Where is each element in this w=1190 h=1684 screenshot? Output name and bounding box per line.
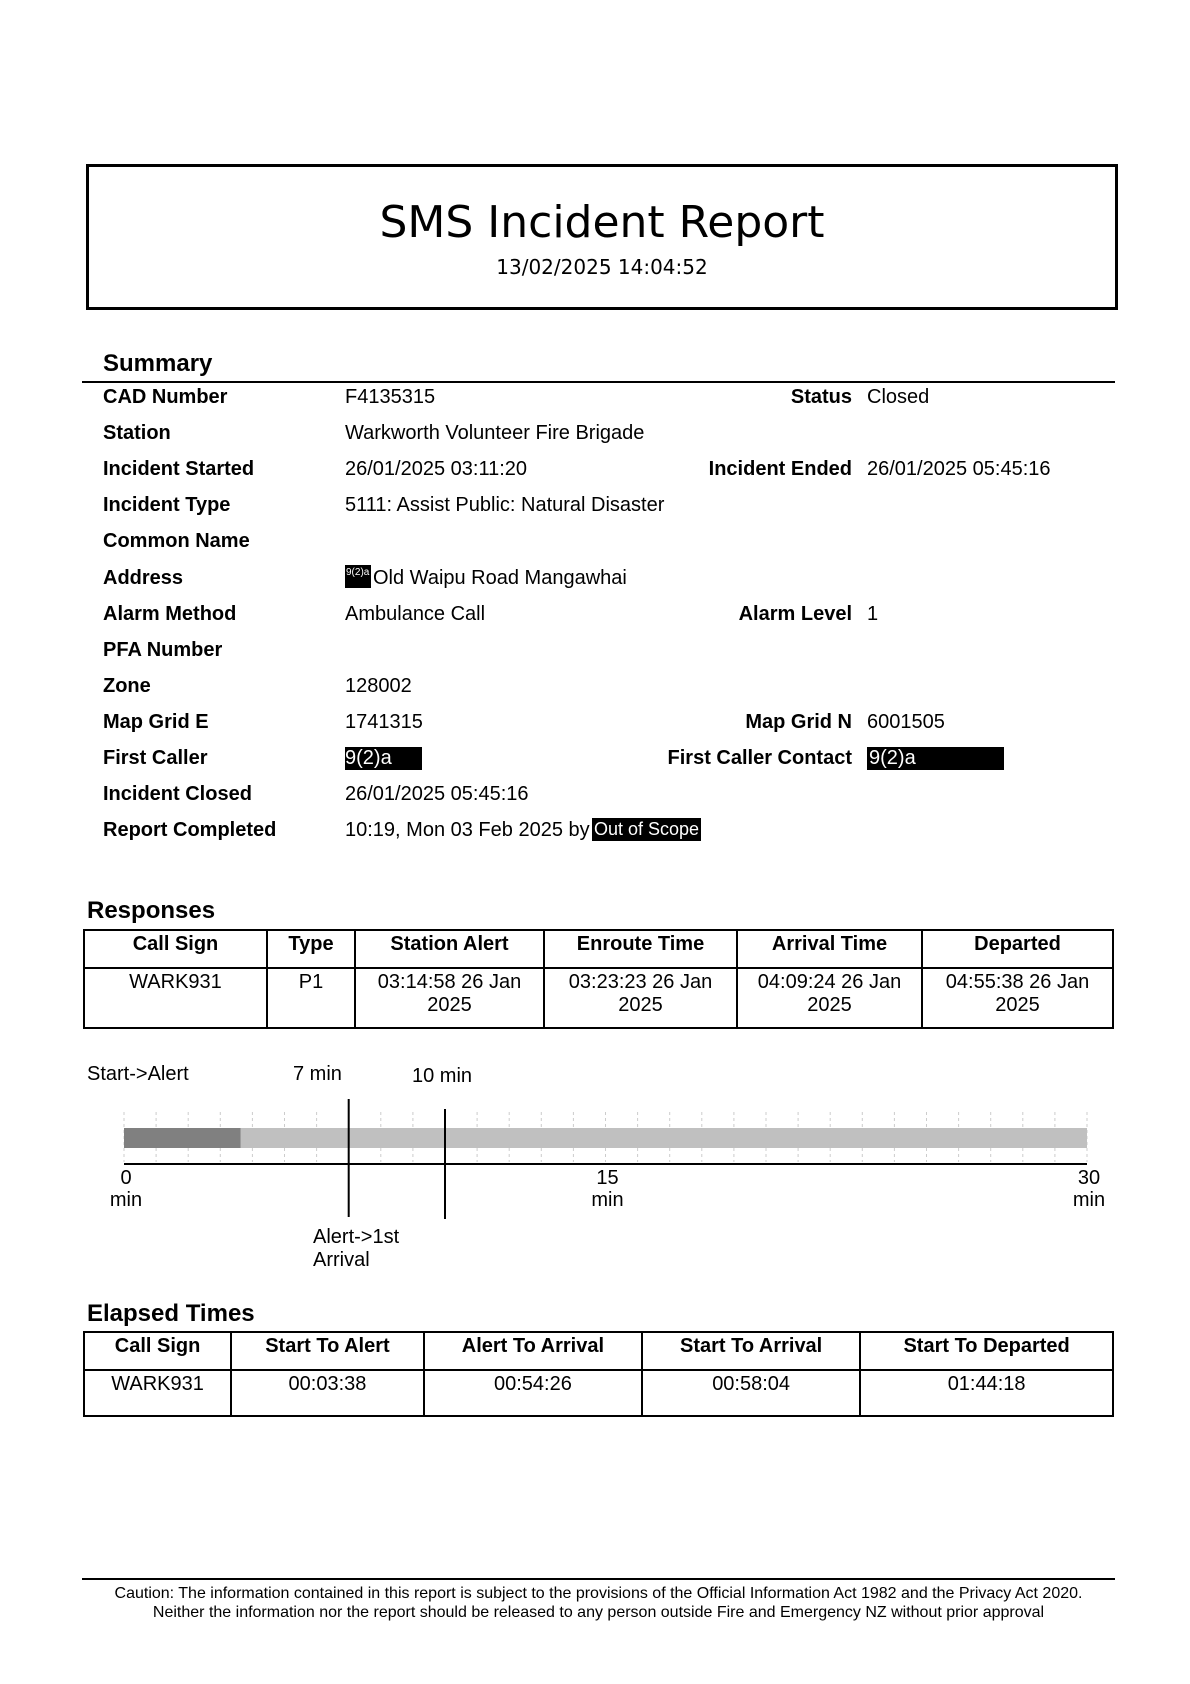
table-cell: 03:23:23 26 Jan 2025 — [544, 968, 737, 1028]
report-title: SMS Incident Report — [379, 197, 825, 248]
responses-heading: Responses — [87, 897, 216, 924]
summary-value: 26/01/2025 05:45:16 — [867, 458, 1051, 481]
table-row — [84, 1370, 1113, 1416]
summary-value: 5111: Assist Public: Natural Disaster — [345, 494, 665, 517]
summary-label: Alarm Level — [738, 602, 852, 625]
title-box — [86, 164, 1118, 310]
summary-label: Map Grid N — [745, 710, 852, 733]
summary-label: First Caller — [103, 747, 208, 769]
table-cell: WARK931 — [84, 968, 267, 1028]
table-cell: WARK931 — [84, 1370, 231, 1416]
summary-value: 26/01/2025 03:11:20 — [345, 458, 528, 481]
summary-label: Incident Closed — [103, 783, 252, 806]
table-cell: 00:54:26 — [424, 1370, 642, 1416]
table-cell: P1 — [267, 968, 355, 1028]
column-header: Station Alert — [355, 930, 544, 968]
summary-label: Incident Ended — [708, 458, 852, 481]
summary-label: Incident Started — [103, 458, 255, 481]
summary-value: 1 — [867, 602, 879, 625]
summary-value: 26/01/2025 05:45:16 — [345, 783, 529, 806]
summary-value: 10:19, Mon 03 Feb 2025 by — [345, 819, 590, 842]
table-cell: 04:55:38 26 Jan 2025 — [922, 968, 1113, 1028]
tick-unit: min — [591, 1189, 624, 1211]
column-header: Start To Alert — [231, 1332, 424, 1370]
tick-value: 0 — [120, 1167, 132, 1189]
table-cell: 04:09:24 26 Jan 2025 — [737, 968, 922, 1028]
start-to-alert-bar — [124, 1128, 241, 1148]
tick-value: 15 — [596, 1167, 619, 1189]
summary-label: First Caller Contact — [667, 747, 852, 769]
footer-line2: Neither the information nor the report should be released to any person outside Fire and Emergency NZ without prior approval — [152, 1604, 1045, 1621]
summary-heading: Summary — [103, 350, 213, 377]
table-row — [84, 968, 1113, 1028]
summary-value: 6001505 — [867, 710, 945, 733]
elapsed-heading: Elapsed Times — [87, 1300, 255, 1327]
summary-value: 128002 — [345, 674, 412, 697]
column-header: Call Sign — [84, 930, 267, 968]
summary-label: PFA Number — [103, 638, 223, 661]
column-header: Arrival Time — [737, 930, 922, 968]
summary-value: Closed — [867, 386, 930, 408]
column-header: Alert To Arrival — [424, 1332, 642, 1370]
summary-label: Report Completed — [103, 819, 277, 842]
divider — [82, 381, 1115, 383]
report-date: 13/02/2025 14:04:52 — [496, 255, 708, 279]
column-header: Start To Departed — [860, 1332, 1113, 1370]
summary-label: Map Grid E — [103, 710, 209, 733]
table-cell: 00:58:04 — [642, 1370, 860, 1416]
tick-label — [104, 1167, 148, 1211]
summary-value: Ambulance Call — [345, 602, 486, 625]
column-header: Call Sign — [84, 1332, 231, 1370]
summary-value: Warkworth Volunteer Fire Brigade — [345, 422, 645, 445]
marker-10-label: 10 min — [412, 1065, 473, 1087]
summary-value: F4135315 — [345, 386, 436, 408]
label-line2: Arrival — [313, 1249, 370, 1271]
label-line1: Alert->1st — [313, 1226, 400, 1248]
table-cell: 00:03:38 — [231, 1370, 424, 1416]
elapsed-table — [83, 1331, 1114, 1417]
responses-table — [83, 929, 1114, 1029]
table-cell: 01:44:18 — [860, 1370, 1113, 1416]
redaction: 9(2)a — [345, 565, 371, 588]
summary-value: 1741315 — [345, 710, 423, 733]
marker-7-label: 7 min — [293, 1063, 342, 1085]
tick-unit: min — [109, 1189, 143, 1211]
tick-unit: min — [1072, 1189, 1106, 1211]
tick-value: 30 — [1077, 1167, 1101, 1189]
column-header: Departed — [922, 930, 1113, 968]
summary-label: Zone — [103, 674, 151, 697]
tick-label — [586, 1167, 630, 1211]
summary-label: Status — [790, 386, 852, 408]
footer-line1: Caution: The information contained in this report is subject to the provisions of the Official Information Act 1982 and the Privacy Act 2020. — [114, 1585, 1083, 1602]
column-header: Enroute Time — [544, 930, 737, 968]
start-alert-label: Start->Alert — [87, 1063, 189, 1085]
redaction: 9(2)a — [867, 747, 1004, 770]
column-header: Start To Arrival — [642, 1332, 860, 1370]
summary-value: Old Waipu Road Mangawhai — [373, 566, 627, 589]
summary-label: Alarm Method — [103, 602, 237, 625]
column-header: Type — [267, 930, 355, 968]
alert-to-arrival-bar — [124, 1128, 1087, 1148]
summary-label: Common Name — [103, 530, 250, 553]
table-cell: 03:14:58 26 Jan 2025 — [355, 968, 544, 1028]
summary-label: CAD Number — [103, 386, 228, 408]
summary-label: Incident Type — [103, 494, 231, 517]
summary-label: Address — [103, 566, 184, 589]
tick-label — [1067, 1167, 1111, 1211]
summary-label: Station — [103, 422, 171, 445]
alert-arrival-label — [313, 1226, 399, 1272]
redaction: 9(2)a — [345, 747, 422, 770]
caution-footer — [82, 1578, 1115, 1622]
redaction-out-of-scope: Out of Scope — [594, 819, 700, 840]
